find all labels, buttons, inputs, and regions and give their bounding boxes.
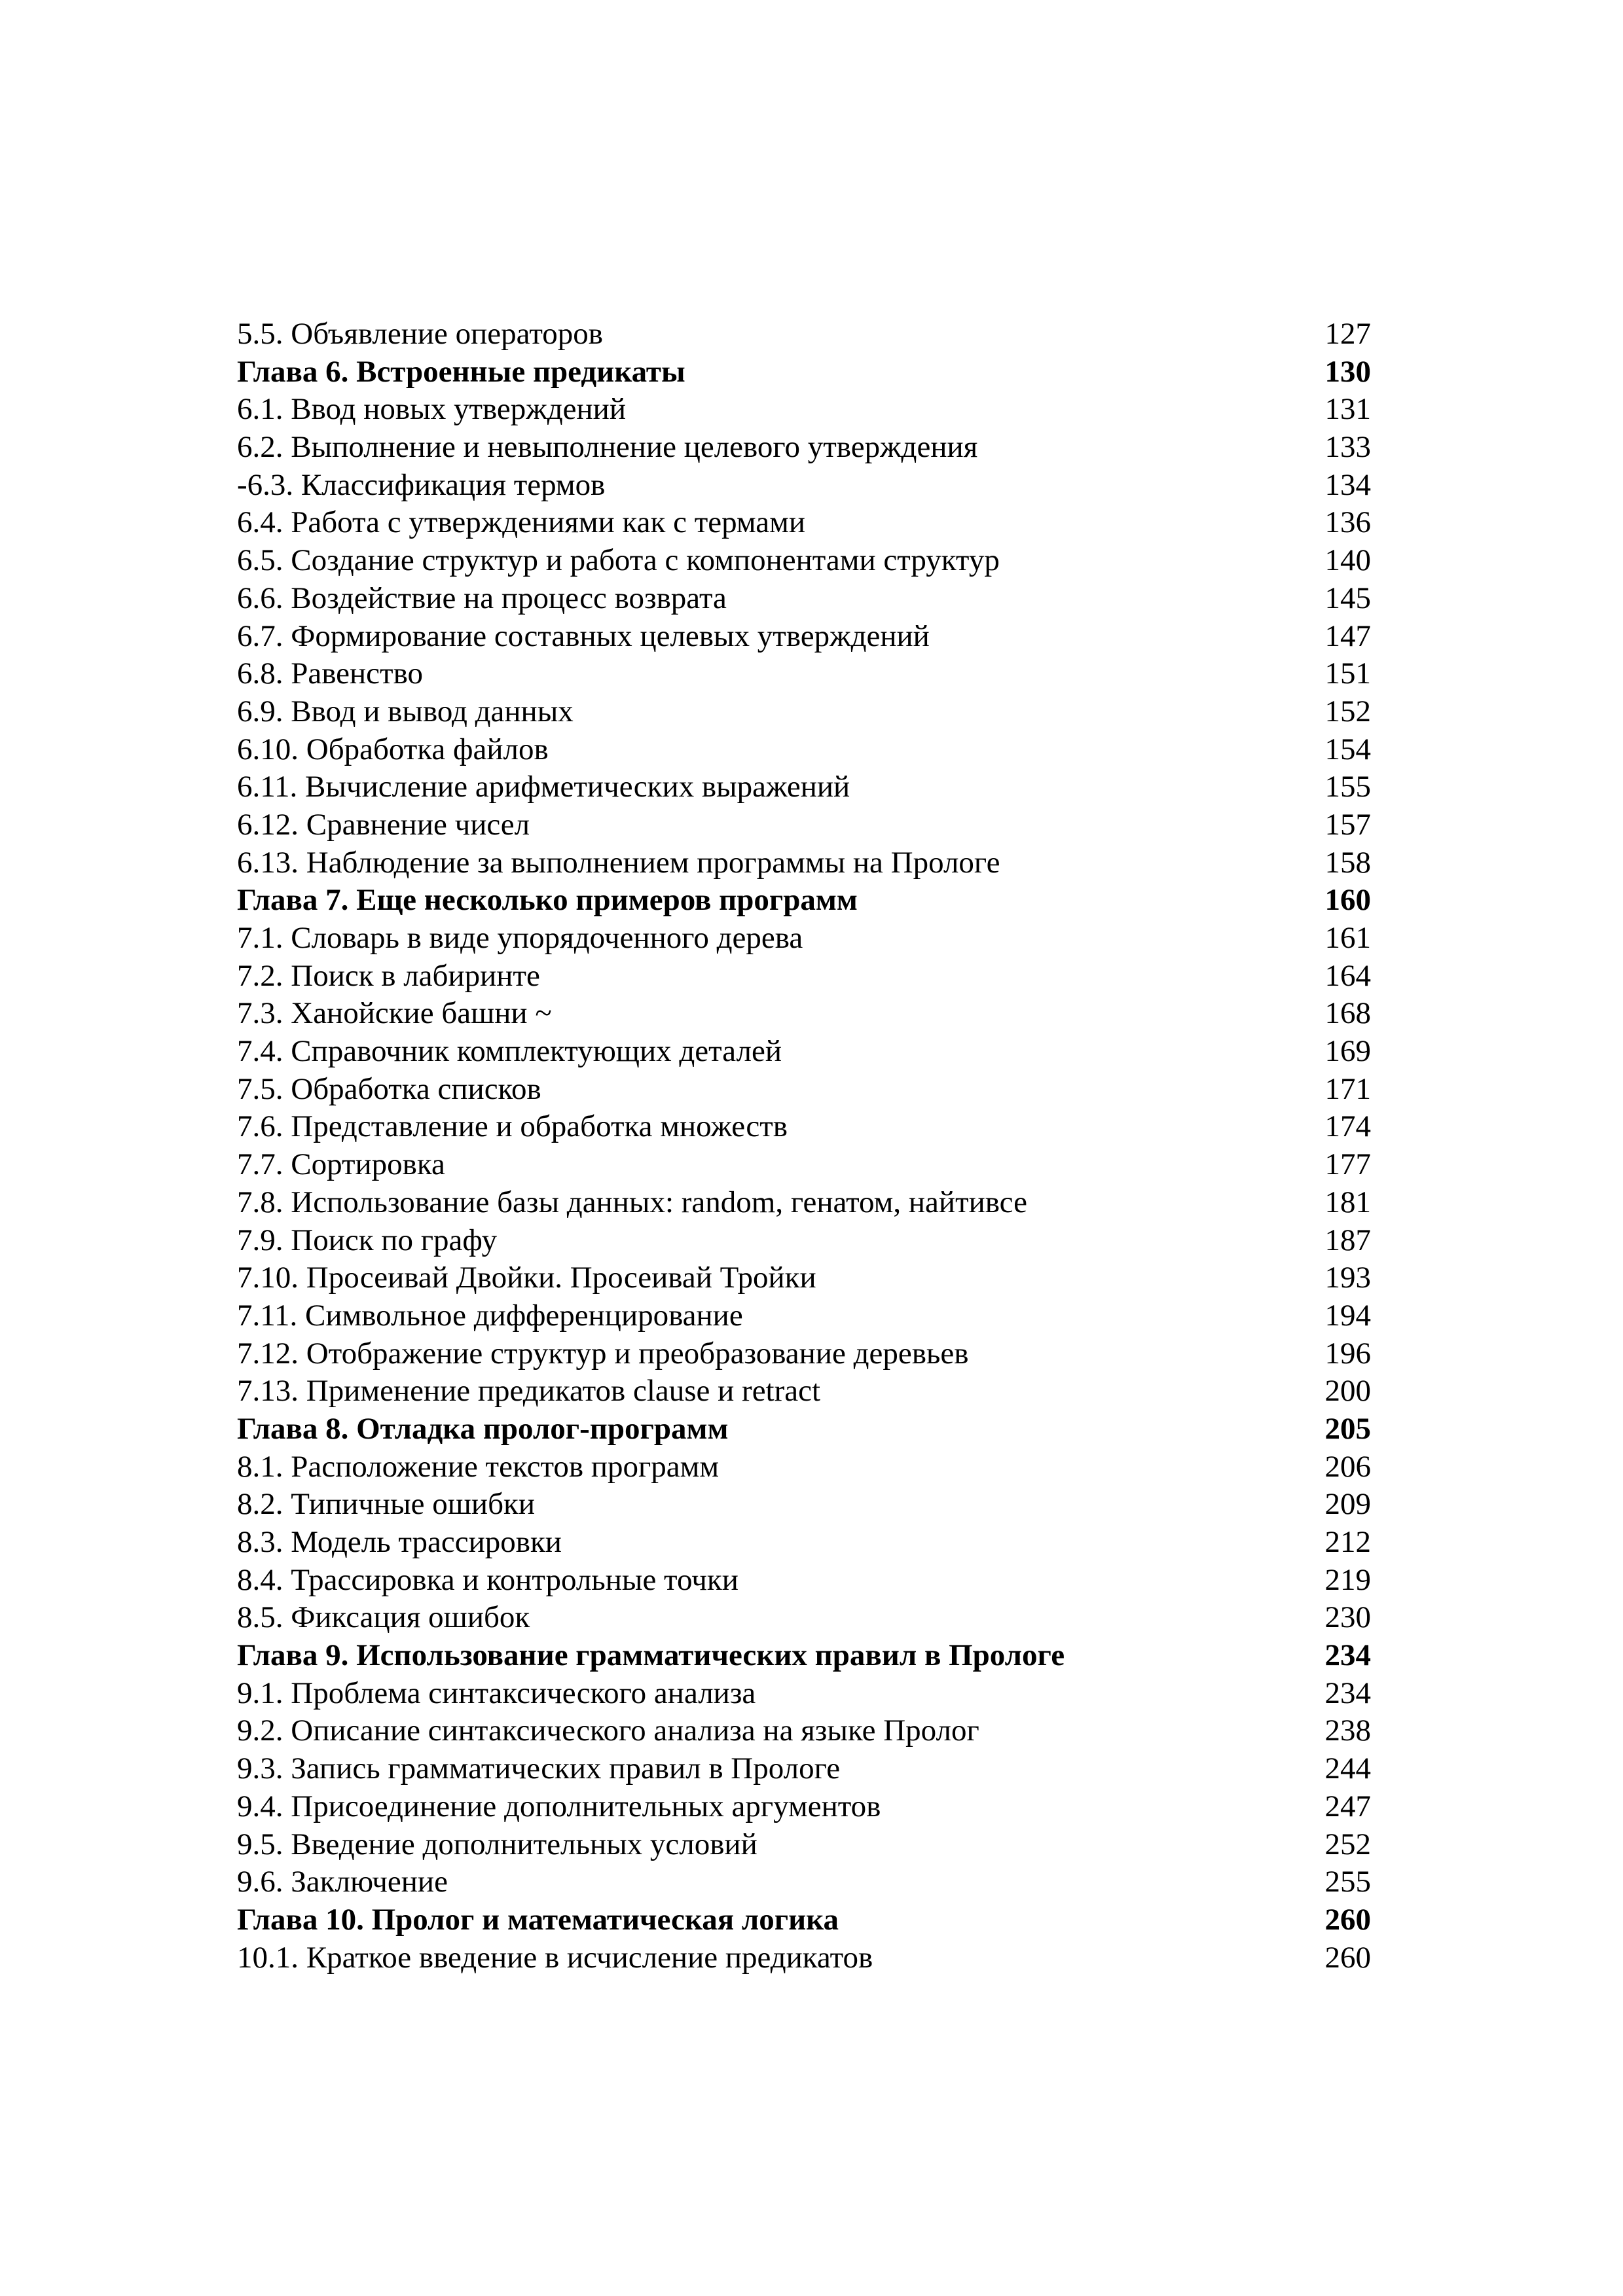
toc-section-entry	[237, 1372, 1371, 1410]
toc-entry-title: 8.3. Модель трассировки	[237, 1525, 562, 1559]
toc-entry-title: 6.1. Ввод новых утверждений	[237, 392, 626, 427]
toc-entry-title: Глава 9. Использование грамматических правил в Прологе	[237, 1638, 1065, 1673]
toc-entry-title: -6.3. Классификация термов	[237, 467, 606, 502]
toc-entry-page-number: 193	[1324, 1261, 1371, 1295]
toc-entry-page-number: 145	[1324, 581, 1371, 615]
toc-section-entry	[237, 995, 1371, 1033]
toc-entry-page-number: 255	[1324, 1865, 1371, 1899]
toc-section-entry	[237, 1562, 1371, 1600]
toc-entry-page-number: 127	[1324, 317, 1371, 351]
toc-entry-title: 6.7. Формирование составных целевых утверждений	[237, 619, 930, 653]
toc-entry-page-number: 174	[1324, 1109, 1371, 1144]
toc-section-entry	[237, 1939, 1371, 1977]
toc-entry-title: 7.6. Представление и обработка множеств	[237, 1109, 788, 1144]
toc-entry-title: 10.1. Краткое введение в исчисление предикатов	[237, 1940, 873, 1975]
toc-entry-title: 9.3. Запись грамматических правил в Прологе	[237, 1751, 841, 1786]
toc-entry-title: Глава 8. Отладка пролог-программ	[237, 1411, 729, 1446]
toc-entry-title: 7.13. Применение предикатов clause и retract	[237, 1374, 821, 1408]
toc-entry-title: 8.4. Трассировка и контрольные точки	[237, 1562, 739, 1597]
toc-entry-title: 6.10. Обработка файлов	[237, 732, 549, 766]
toc-section-entry	[237, 467, 1371, 505]
toc-section-entry	[237, 1146, 1371, 1184]
toc-entry-title: 6.2. Выполнение и невыполнение целевого утверждения	[237, 430, 978, 465]
toc-chapter-entry	[237, 353, 1371, 391]
toc-section-entry	[237, 1448, 1371, 1486]
toc-entry-page-number: 136	[1324, 505, 1371, 540]
toc-entry-title: 7.10. Просеивай Двойки. Просеивай Тройки	[237, 1261, 816, 1295]
toc-chapter-entry	[237, 1637, 1371, 1675]
toc-entry-page-number: 158	[1324, 845, 1371, 880]
toc-entry-title: Глава 10. Пролог и математическая логика	[237, 1902, 839, 1937]
toc-entry-title: 5.5. Объявление операторов	[237, 317, 603, 351]
toc-section-entry	[237, 315, 1371, 353]
toc-entry-page-number: 134	[1324, 467, 1371, 502]
toc-entry-title: 9.2. Описание синтаксического анализа на языке Пролог	[237, 1713, 979, 1748]
toc-entry-title: 6.5. Создание структур и работа с компонентами структур	[237, 543, 1000, 578]
toc-section-entry	[237, 768, 1371, 806]
toc-entry-page-number: 194	[1324, 1298, 1371, 1333]
toc-entry-title: 9.5. Введение дополнительных условий	[237, 1827, 757, 1861]
toc-section-entry	[237, 1033, 1371, 1071]
toc-entry-page-number: 252	[1324, 1827, 1371, 1861]
toc-entry-title: 7.7. Сортировка	[237, 1147, 445, 1182]
toc-section-entry	[237, 731, 1371, 769]
toc-section-entry	[237, 1750, 1371, 1788]
toc-section-entry	[237, 1335, 1371, 1373]
toc-entry-page-number: 238	[1324, 1713, 1371, 1748]
toc-entry-page-number: 260	[1324, 1902, 1371, 1937]
toc-entry-title: 6.6. Воздействие на процесс возврата	[237, 581, 727, 615]
toc-entry-page-number: 234	[1324, 1676, 1371, 1710]
toc-section-entry	[237, 1184, 1371, 1222]
toc-entry-page-number: 157	[1324, 807, 1371, 842]
toc-entry-page-number: 200	[1324, 1374, 1371, 1408]
toc-chapter-entry	[237, 882, 1371, 920]
toc-entry-title: 7.4. Справочник комплектующих деталей	[237, 1034, 782, 1069]
toc-entry-page-number: 161	[1324, 921, 1371, 955]
toc-chapter-entry	[237, 1410, 1371, 1448]
toc-entry-title: 7.12. Отображение структур и преобразование деревьев	[237, 1336, 969, 1371]
toc-entry-title: 7.1. Словарь в виде упорядоченного дерева	[237, 921, 803, 955]
toc-entry-page-number: 130	[1324, 354, 1371, 389]
toc-entry-page-number: 206	[1324, 1449, 1371, 1484]
toc-entry-page-number: 152	[1324, 694, 1371, 728]
toc-entry-title: 7.9. Поиск по графу	[237, 1223, 498, 1257]
toc-section-entry	[237, 1675, 1371, 1713]
toc-entry-title: 7.8. Использование базы данных: random, генатом, найтивсе	[237, 1185, 1027, 1219]
toc-entry-page-number: 168	[1324, 996, 1371, 1031]
toc-chapter-entry	[237, 1901, 1371, 1939]
toc-entry-page-number: 154	[1324, 732, 1371, 766]
toc-entry-page-number: 164	[1324, 958, 1371, 993]
toc-section-entry	[237, 429, 1371, 467]
toc-section-entry	[237, 1788, 1371, 1826]
toc-entry-page-number: 260	[1324, 1940, 1371, 1975]
toc-section-entry	[237, 1826, 1371, 1864]
toc-entry-page-number: 131	[1324, 392, 1371, 427]
toc-entry-title: 8.1. Расположение текстов программ	[237, 1449, 720, 1484]
toc-entry-page-number: 133	[1324, 430, 1371, 465]
toc-section-entry	[237, 580, 1371, 618]
toc-entry-title: 7.5. Обработка списков	[237, 1071, 541, 1106]
toc-entry-title: 7.2. Поиск в лабиринте	[237, 958, 540, 993]
toc-section-entry	[237, 1108, 1371, 1146]
toc-entry-title: 9.1. Проблема синтаксического анализа	[237, 1676, 756, 1710]
toc-entry-title: 8.5. Фиксация ошибок	[237, 1600, 530, 1635]
toc-entry-page-number: 230	[1324, 1600, 1371, 1635]
toc-section-entry	[237, 1222, 1371, 1260]
toc-entry-title: 6.11. Вычисление арифметических выражений	[237, 770, 850, 804]
toc-entry-page-number: 147	[1324, 619, 1371, 653]
toc-section-entry	[237, 1259, 1371, 1297]
toc-entry-page-number: 247	[1324, 1789, 1371, 1823]
toc-section-entry	[237, 920, 1371, 958]
toc-entry-title: 7.11. Символьное дифференцирование	[237, 1298, 743, 1333]
toc-entry-title: 8.2. Типичные ошибки	[237, 1487, 535, 1522]
toc-entry-page-number: 205	[1324, 1411, 1371, 1446]
toc-section-entry	[237, 504, 1371, 542]
table-of-contents	[237, 315, 1371, 1977]
toc-entry-page-number: 155	[1324, 770, 1371, 804]
toc-entry-page-number: 169	[1324, 1034, 1371, 1069]
toc-section-entry	[237, 806, 1371, 844]
toc-section-entry	[237, 844, 1371, 882]
toc-section-entry	[237, 1071, 1371, 1109]
toc-entry-title: 7.3. Ханойские башни ~	[237, 996, 552, 1031]
toc-entry-title: 6.9. Ввод и вывод данных	[237, 694, 574, 728]
toc-section-entry	[237, 1863, 1371, 1901]
toc-section-entry	[237, 1486, 1371, 1524]
toc-entry-title: Глава 6. Встроенные предикаты	[237, 354, 685, 389]
toc-entry-title: 6.13. Наблюдение за выполнением программы на Прологе	[237, 845, 1000, 880]
toc-entry-title: 6.8. Равенство	[237, 656, 423, 691]
toc-entry-page-number: 181	[1324, 1185, 1371, 1219]
toc-entry-page-number: 187	[1324, 1223, 1371, 1257]
toc-entry-title: 6.12. Сравнение чисел	[237, 807, 530, 842]
toc-section-entry	[237, 618, 1371, 656]
toc-section-entry	[237, 655, 1371, 693]
toc-entry-page-number: 209	[1324, 1487, 1371, 1522]
toc-entry-page-number: 234	[1324, 1638, 1371, 1673]
toc-entry-title: 9.4. Присоединение дополнительных аргументов	[237, 1789, 881, 1823]
toc-entry-page-number: 219	[1324, 1562, 1371, 1597]
toc-entry-title: Глава 7. Еще несколько примеров программ	[237, 883, 858, 918]
toc-section-entry	[237, 391, 1371, 429]
toc-section-entry	[237, 1712, 1371, 1750]
toc-section-entry	[237, 1599, 1371, 1637]
toc-entry-page-number: 196	[1324, 1336, 1371, 1371]
toc-section-entry	[237, 693, 1371, 731]
toc-section-entry	[237, 542, 1371, 580]
toc-entry-title: 9.6. Заключение	[237, 1865, 448, 1899]
toc-entry-page-number: 244	[1324, 1751, 1371, 1786]
toc-entry-page-number: 160	[1324, 883, 1371, 918]
toc-section-entry	[237, 958, 1371, 996]
toc-entry-page-number: 151	[1324, 656, 1371, 691]
toc-section-entry	[237, 1297, 1371, 1335]
toc-entry-page-number: 140	[1324, 543, 1371, 578]
toc-section-entry	[237, 1524, 1371, 1562]
toc-entry-page-number: 212	[1324, 1525, 1371, 1559]
toc-entry-page-number: 177	[1324, 1147, 1371, 1182]
toc-entry-title: 6.4. Работа с утверждениями как с термами	[237, 505, 806, 540]
toc-entry-page-number: 171	[1324, 1071, 1371, 1106]
